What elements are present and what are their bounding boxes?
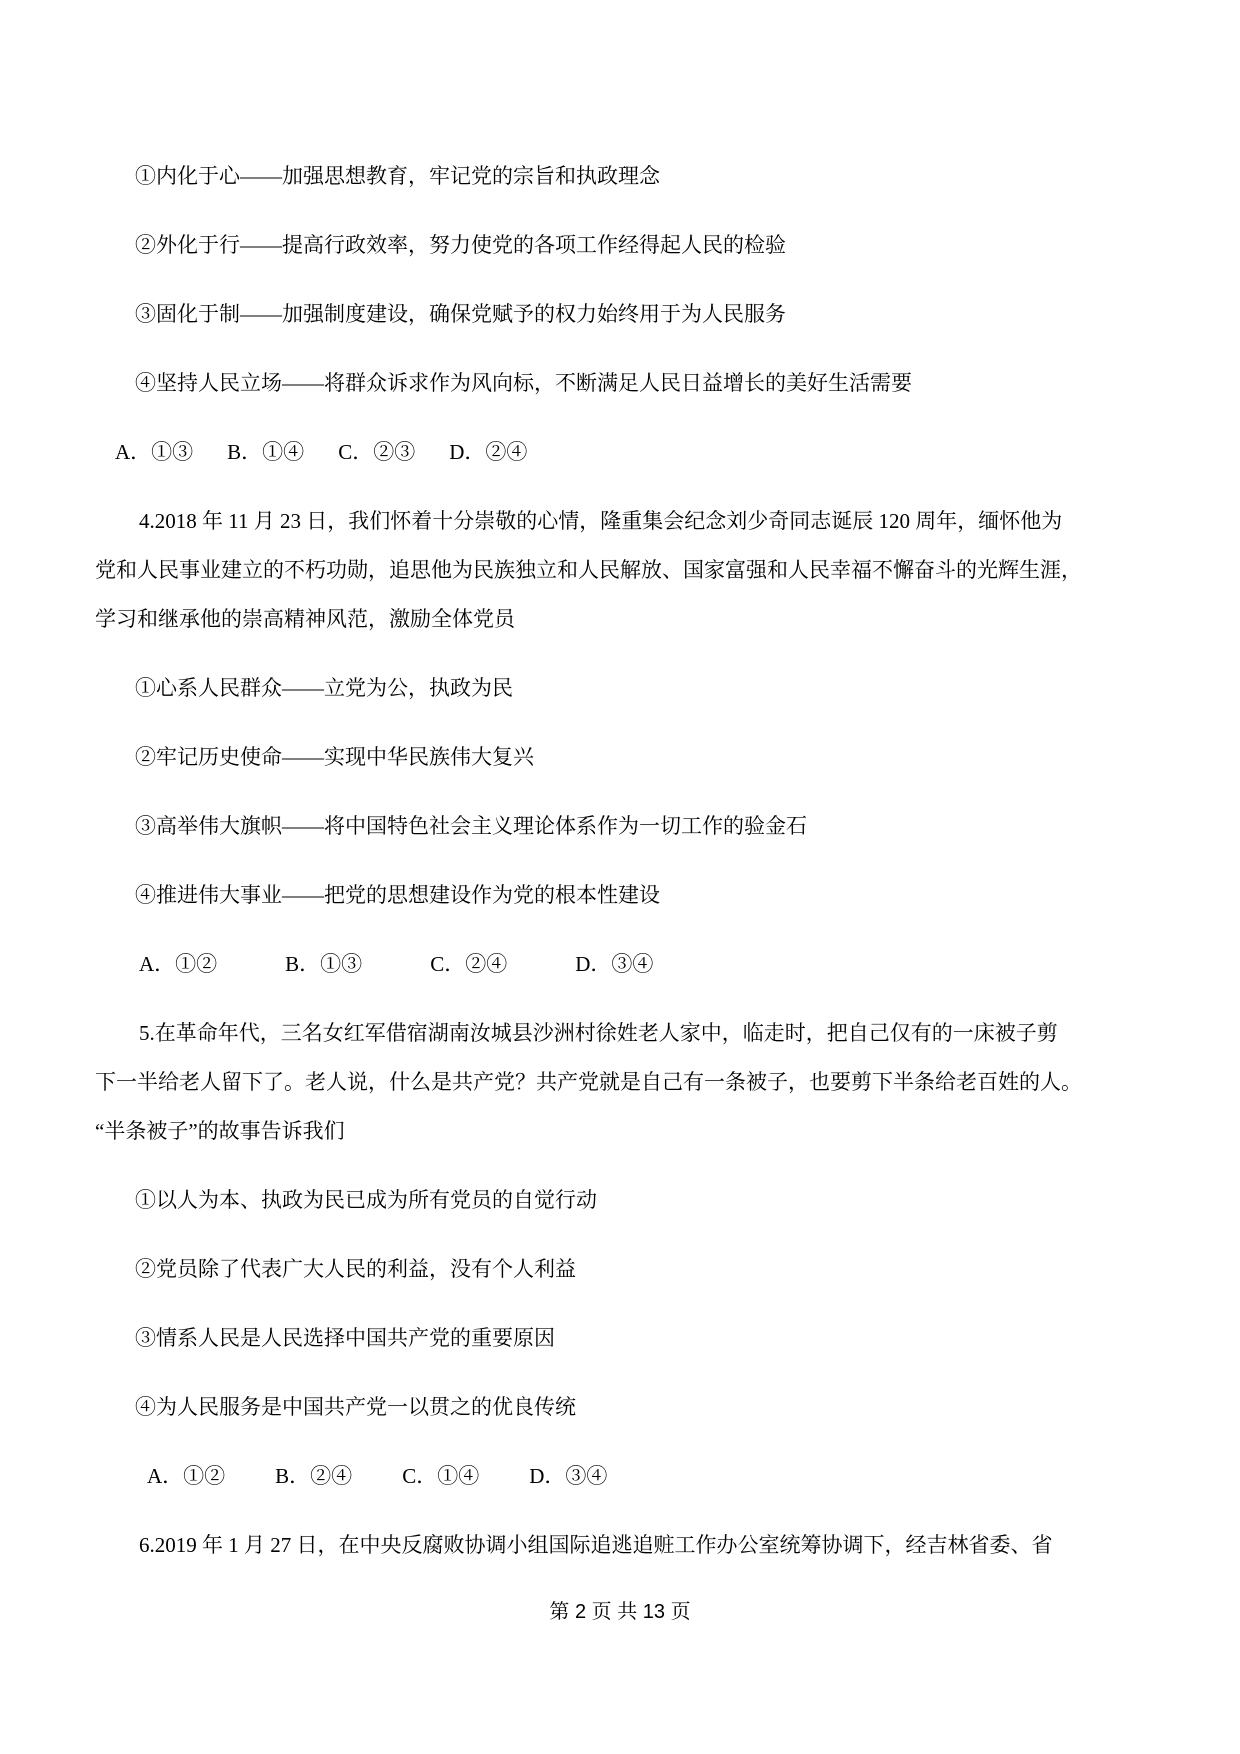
- q4-stem-line-2: 党和人民事业建立的不朽功勋，追思他为民族独立和人民解放、国家富强和人民幸福不懈奋斗的光辉生涯，: [95, 558, 1082, 582]
- q3-option-d: D．②④: [449, 440, 528, 464]
- q3-option-c: C．②③: [338, 440, 416, 464]
- q4-stem-line-1: 4.2018 年 11 月 23 日，我们怀着十分崇敬的心情，隆重集会纪念刘少奇同志诞辰 120 周年，缅怀他为: [139, 509, 1063, 533]
- q5-option-b: B．②④: [275, 1464, 353, 1488]
- q4-option-d: D．③④: [575, 952, 654, 976]
- q4-item-1: ①心系人民群众——立党为公，执政为民: [135, 676, 513, 700]
- q5-item-3: ③情系人民是人民选择中国共产党的重要原因: [135, 1326, 555, 1350]
- q3-item-1: ①内化于心——加强思想教育，牢记党的宗旨和执政理念: [135, 164, 660, 188]
- q4-item-4: ④推进伟大事业——把党的思想建设作为党的根本性建设: [135, 883, 660, 907]
- q5-item-2: ②党员除了代表广大人民的利益，没有个人利益: [135, 1257, 576, 1281]
- q5-option-a: A．①②: [147, 1464, 226, 1488]
- question-3-block: [95, 152, 1145, 477]
- q3-options-row: [95, 428, 1145, 477]
- question-6-block: [95, 1521, 1145, 1570]
- q5-stem-line-1: 5.在革命年代，三名女红军借宿湖南汝城县沙洲村徐姓老人家中，临走时，把自己仅有的一床被子剪: [139, 1021, 1058, 1045]
- q5-item-4: ④为人民服务是中国共产党一以贯之的优良传统: [135, 1395, 576, 1419]
- page-content: [95, 152, 1145, 1570]
- q5-options-row: [95, 1452, 1145, 1501]
- q3-option-b: B．①④: [227, 440, 305, 464]
- question-4-block: [95, 497, 1145, 989]
- q3-option-a: A．①③: [115, 440, 194, 464]
- q4-option-a: A．①②: [139, 952, 218, 976]
- question-5-block: [95, 1009, 1145, 1501]
- page-footer: 第 2 页 共 13 页: [549, 1601, 691, 1623]
- q3-item-4: ④坚持人民立场——将群众诉求作为风向标，不断满足人民日益增长的美好生活需要: [135, 371, 912, 395]
- q4-option-c: C．②④: [430, 952, 508, 976]
- q5-option-c: C．①④: [402, 1464, 480, 1488]
- q5-stem-line-2: 下一半给老人留下了。老人说，什么是共产党？共产党就是自己有一条被子，也要剪下半条给老百姓的人。: [95, 1070, 1082, 1094]
- q5-option-d: D．③④: [529, 1464, 608, 1488]
- q4-stem-line-3: 学习和继承他的崇高精神风范，激励全体党员: [95, 607, 515, 631]
- q4-item-3: ③高举伟大旗帜——将中国特色社会主义理论体系作为一切工作的验金石: [135, 814, 807, 838]
- q6-stem-line-1: 6.2019 年 1 月 27 日，在中央反腐败协调小组国际追逃追赃工作办公室统筹协调下，经吉林省委、省: [139, 1533, 1053, 1557]
- q4-option-b: B．①③: [285, 952, 363, 976]
- q5-stem-line-3: “半条被子”的故事告诉我们: [95, 1119, 345, 1143]
- q3-item-2: ②外化于行——提高行政效率，努力使党的各项工作经得起人民的检验: [135, 233, 786, 257]
- q5-item-1: ①以人为本、执政为民已成为所有党员的自觉行动: [135, 1188, 597, 1212]
- q4-item-2: ②牢记历史使命——实现中华民族伟大复兴: [135, 745, 534, 769]
- q4-options-row: [95, 940, 1145, 989]
- q3-item-3: ③固化于制——加强制度建设，确保党赋予的权力始终用于为人民服务: [135, 302, 786, 326]
